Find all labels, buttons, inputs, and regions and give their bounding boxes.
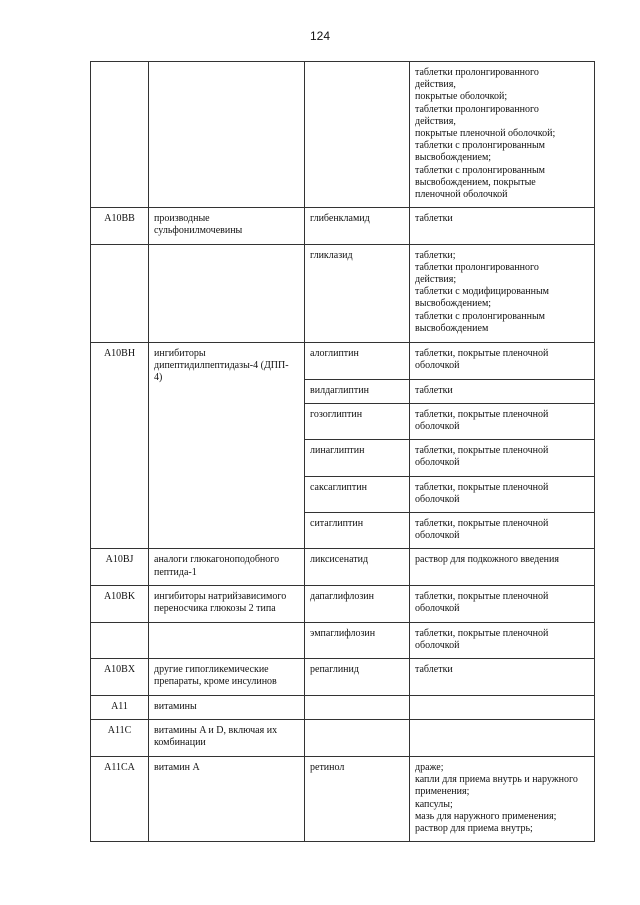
table-row	[91, 659, 595, 695]
atc-code-cell: A10BX	[91, 659, 149, 695]
atc-code-cell: A11CA	[91, 756, 149, 841]
atc-code-cell: A11C	[91, 719, 149, 756]
dosage-forms-cell: таблетки, покрытые пленочной оболочкой	[410, 403, 595, 439]
drug-name-cell: алоглиптин	[305, 342, 410, 379]
drug-name-cell: эмпаглифлозин	[305, 622, 410, 658]
dosage-forms-cell: таблетки, покрытые пленочной оболочкой	[410, 440, 595, 476]
drug-list-table	[90, 61, 595, 842]
drug-name-cell: ситаглиптин	[305, 513, 410, 549]
drug-name-cell	[305, 695, 410, 719]
group-name-cell	[149, 622, 305, 658]
group-name-cell: витамин A	[149, 756, 305, 841]
table-row	[91, 622, 595, 658]
dosage-forms-cell	[410, 695, 595, 719]
dosage-forms-cell: таблетки	[410, 659, 595, 695]
dosage-forms-cell: таблетки, покрытые пленочной оболочкой	[410, 476, 595, 512]
dosage-forms-cell: таблетки	[410, 379, 595, 403]
dosage-forms-cell: драже; капли для приема внутрь и наружного применения; капсулы; мазь для наружного применения; раствор для приема внутрь;	[410, 756, 595, 841]
group-name-cell: витамины	[149, 695, 305, 719]
dosage-forms-cell: таблетки пролонгированного действия, покрытые оболочкой; таблетки пролонгированного действия, покрытые пленочной оболочкой; таблетки с пролонгированным высвобождением; таблетки с пролонгированным высвобождением, покрытые пленочной оболочкой	[410, 62, 595, 208]
table-row	[91, 549, 595, 585]
drug-name-cell: гликлазид	[305, 244, 410, 342]
drug-name-cell: вилдаглиптин	[305, 379, 410, 403]
atc-code-cell	[91, 62, 149, 208]
atc-code-cell: A10BB	[91, 208, 149, 244]
table-row	[91, 342, 595, 379]
drug-name-cell	[305, 719, 410, 756]
dosage-forms-cell: таблетки, покрытые пленочной оболочкой	[410, 622, 595, 658]
table-row	[91, 62, 595, 208]
dosage-forms-cell	[410, 719, 595, 756]
group-name-cell: другие гипогликемические препараты, кроме инсулинов	[149, 659, 305, 695]
table-row	[91, 244, 595, 342]
table-row	[91, 585, 595, 622]
drug-name-cell: ликсисенатид	[305, 549, 410, 585]
drug-name-cell: глибенкламид	[305, 208, 410, 244]
drug-name-cell: саксаглиптин	[305, 476, 410, 512]
group-name-cell: ингибиторы натрийзависимого переносчика глюкозы 2 типа	[149, 585, 305, 622]
group-name-cell: производные сульфонилмочевины	[149, 208, 305, 244]
atc-code-cell	[91, 244, 149, 342]
atc-code-cell: A10BJ	[91, 549, 149, 585]
group-name-cell	[149, 62, 305, 208]
group-name-cell	[149, 244, 305, 342]
group-name-cell: витамины A и D, включая их комбинации	[149, 719, 305, 756]
drug-name-cell: репаглинид	[305, 659, 410, 695]
group-name-cell: ингибиторы дипептидилпептидазы-4 (ДПП- 4)	[149, 342, 305, 549]
dosage-forms-cell: таблетки, покрытые пленочной оболочкой	[410, 585, 595, 622]
drug-name-cell: дапаглифлозин	[305, 585, 410, 622]
atc-code-cell: A10BK	[91, 585, 149, 622]
page-number: 124	[309, 29, 331, 43]
atc-code-cell: A10BH	[91, 342, 149, 549]
dosage-forms-cell: таблетки	[410, 208, 595, 244]
table-row	[91, 756, 595, 841]
dosage-forms-cell: раствор для подкожного введения	[410, 549, 595, 585]
table-row	[91, 719, 595, 756]
dosage-forms-cell: таблетки, покрытые пленочной оболочкой	[410, 342, 595, 379]
dosage-forms-cell: таблетки, покрытые пленочной оболочкой	[410, 513, 595, 549]
drug-name-cell	[305, 62, 410, 208]
table-row	[91, 695, 595, 719]
drug-name-cell: ретинол	[305, 756, 410, 841]
atc-code-cell	[91, 622, 149, 658]
table-row	[91, 208, 595, 244]
dosage-forms-cell: таблетки; таблетки пролонгированного действия; таблетки с модифицированным высвобождением; таблетки с пролонгированным высвобождением	[410, 244, 595, 342]
atc-code-cell: A11	[91, 695, 149, 719]
drug-name-cell: гозоглиптин	[305, 403, 410, 439]
group-name-cell: аналоги глюкагоноподобного пептида-1	[149, 549, 305, 585]
drug-name-cell: линаглиптин	[305, 440, 410, 476]
